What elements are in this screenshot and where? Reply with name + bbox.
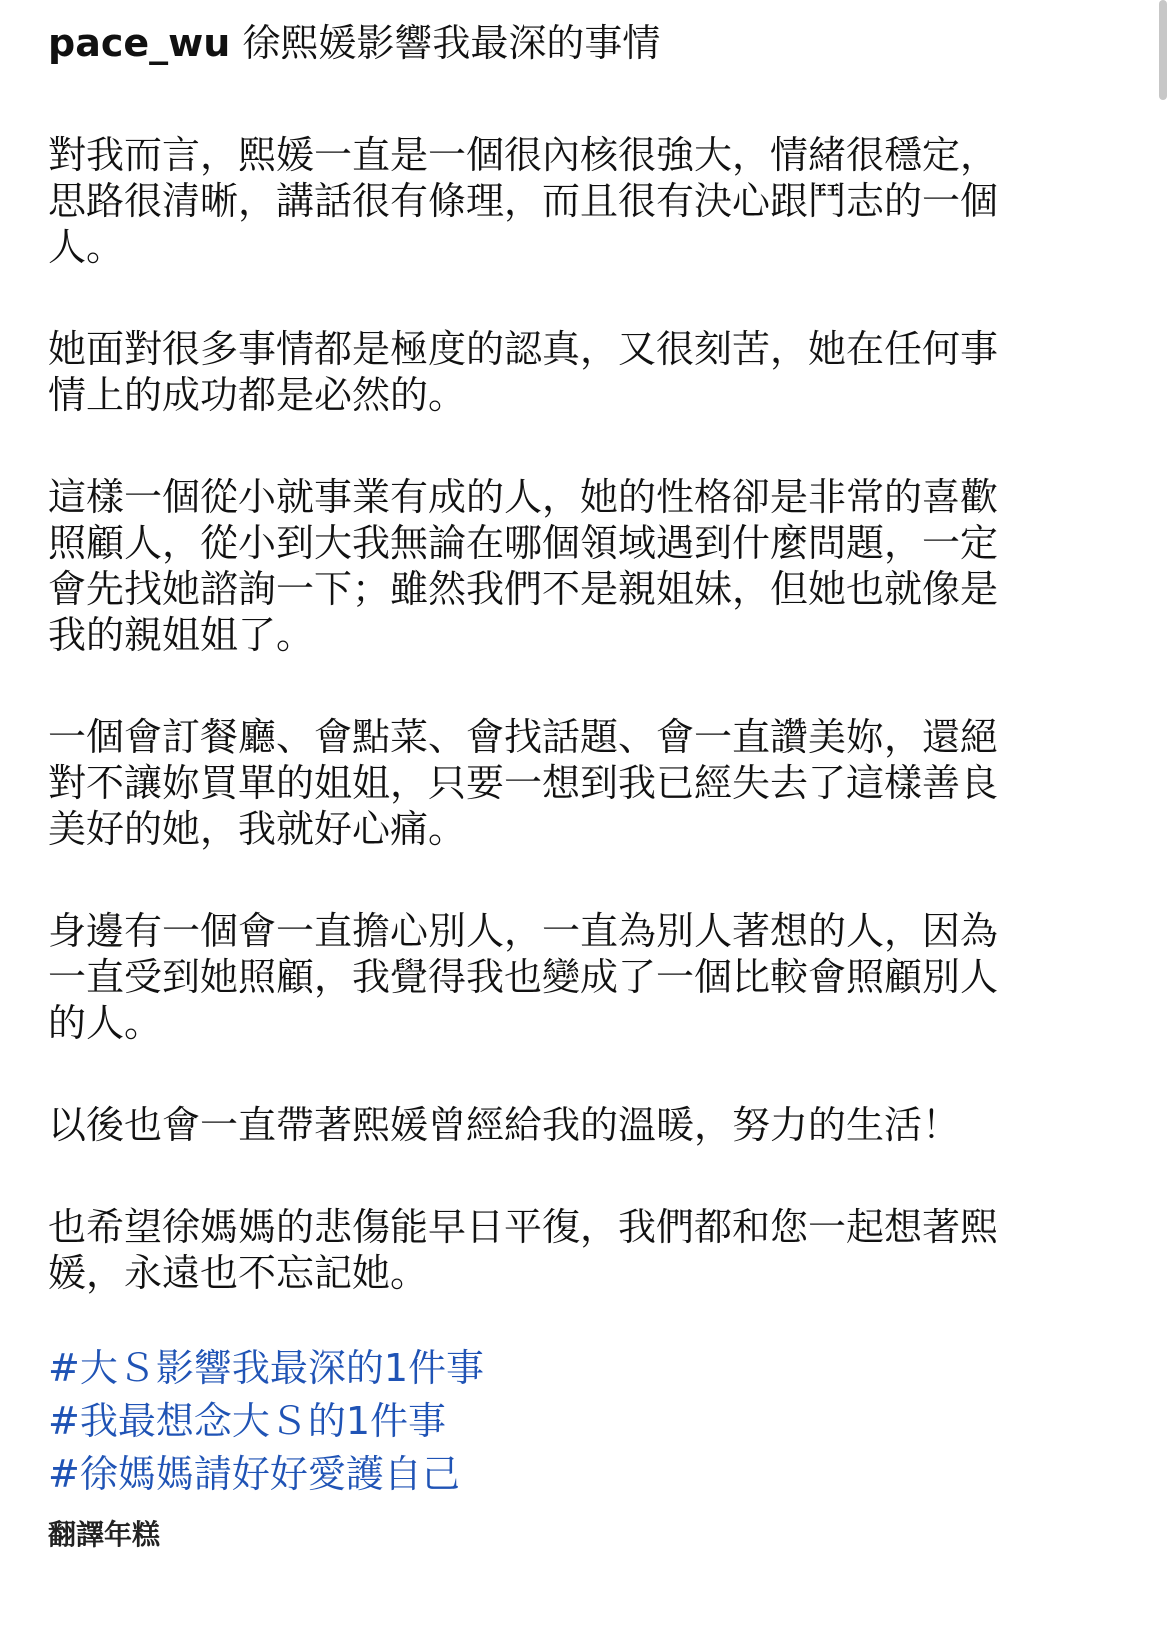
hashtag-link[interactable]: #徐媽媽請好好愛護自己	[48, 1452, 460, 1496]
caption-paragraph-6: 以後也會一直帶著熙媛曾經給我的溫暖，努力的生活！	[48, 1103, 961, 1147]
hashtag-list	[48, 1342, 1098, 1501]
caption-paragraph-3: 這樣一個從小就事業有成的人，她的性格卻是非常的喜歡 照顧人，從小到大我無論在哪個領域遇到什麼問題，一定 會先找她諮詢一下；雖然我們不是親姐妹，但她也就像是 我的親姐姐了。	[48, 475, 999, 657]
caption-paragraph-7: 也希望徐媽媽的悲傷能早日平復，我們都和您一起想著熙 媛，永遠也不忘記她。	[48, 1205, 999, 1295]
username-link[interactable]: pace_wu	[48, 21, 231, 65]
caption-paragraph-4: 一個會訂餐廳、會點菜、會找話題、會一直讚美妳，還絕 對不讓妳買單的姐姐，只要一想到我已經失去了這樣善良 美好的她，我就好心痛。	[48, 715, 999, 851]
post-title: 徐熙媛影響我最深的事情	[242, 21, 661, 65]
translate-button[interactable]: 翻譯年糕	[48, 1518, 161, 1551]
post-header	[48, 18, 1098, 68]
caption-paragraph-1: 對我而言，熙媛一直是一個很內核很強大，情緒很穩定， 思路很清晰，講話很有條理，而且很有決心跟鬥志的一個 人。	[48, 133, 999, 269]
post-content	[48, 18, 1098, 1555]
caption-paragraph-2: 她面對很多事情都是極度的認真，又很刻苦，她在任何事 情上的成功都是必然的。	[48, 327, 999, 417]
hashtag-link[interactable]: #我最想念大Ｓ的1件事	[48, 1399, 447, 1443]
hashtag-link[interactable]: #大Ｓ影響我最深的1件事	[48, 1346, 485, 1390]
post-caption	[48, 132, 1098, 1296]
scrollbar-thumb[interactable]	[1159, 0, 1167, 100]
caption-paragraph-5: 身邊有一個會一直擔心別人，一直為別人著想的人，因為 一直受到她照顧，我覺得我也變成了一個比較會照顧別人 的人。	[48, 909, 999, 1045]
